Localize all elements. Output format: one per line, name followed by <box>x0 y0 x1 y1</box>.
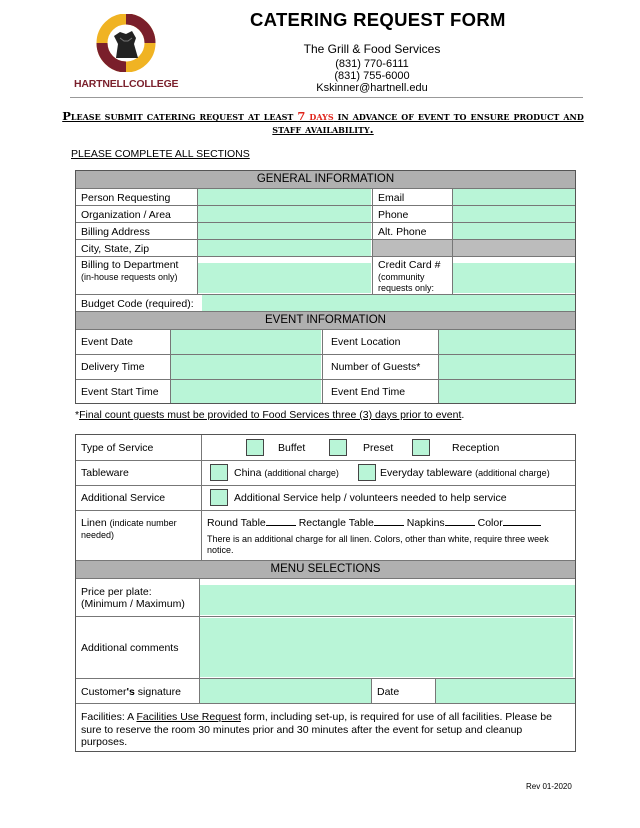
start-time-label: Event Start Time <box>81 386 159 398</box>
everyday-label: Everyday tableware (additional charge) <box>380 467 550 479</box>
signature-field[interactable] <box>200 679 371 703</box>
preset-label: Preset <box>363 442 394 454</box>
service-type-label: Type of Service <box>81 442 154 454</box>
buffet-label: Buffet <box>278 442 306 454</box>
credit-card-field[interactable] <box>453 263 575 293</box>
service-menu-table <box>75 434 576 752</box>
delivery-time-field[interactable] <box>171 355 321 379</box>
phone-2: (831) 755-6000 <box>334 70 410 82</box>
round-table-blank[interactable] <box>266 525 296 526</box>
napkins-blank[interactable] <box>445 525 475 526</box>
tableware-label: Tableware <box>81 467 129 479</box>
person-label: Person Requesting <box>81 192 171 204</box>
end-time-field[interactable] <box>439 380 575 403</box>
phone-1: (831) 770-6111 <box>335 58 409 70</box>
additional-service-label: Additional Service <box>81 492 166 504</box>
city-field[interactable] <box>198 240 371 256</box>
person-field[interactable] <box>198 189 371 205</box>
price-note: (Minimum / Maximum) <box>81 598 185 610</box>
facilities-use-request-link: Facilities Use Request <box>136 711 241 723</box>
china-checkbox[interactable] <box>210 464 228 481</box>
credit-card-note-2: requests only: <box>378 283 435 293</box>
alt-phone-label: Alt. Phone <box>378 226 427 238</box>
price-field[interactable] <box>200 585 575 615</box>
credit-card-label: Credit Card # <box>378 259 441 271</box>
menu-selections-header: MENU SELECTIONS <box>76 561 575 578</box>
budget-code-label: Budget Code (required): <box>81 298 194 310</box>
delivery-time-label: Delivery Time <box>81 361 145 373</box>
billing-dept-note: (in-house requests only) <box>81 272 178 282</box>
additional-service-text: Additional Service help / volunteers needed to help service <box>234 492 507 504</box>
city-label: City, State, Zip <box>81 243 150 255</box>
revision-label: Rev 01-2020 <box>526 782 572 791</box>
email-label: Email <box>378 192 405 204</box>
contact-email: Kskinner@hartnell.edu <box>316 82 428 94</box>
reception-checkbox[interactable] <box>412 439 430 456</box>
linen-label: Linen (indicate number needed) <box>81 517 177 540</box>
date-label: Date <box>377 686 400 698</box>
event-date-field[interactable] <box>171 330 321 354</box>
start-time-field[interactable] <box>171 380 321 403</box>
billing-address-field[interactable] <box>198 223 371 239</box>
event-date-label: Event Date <box>81 336 133 348</box>
organization-label: Organization / Area <box>81 209 171 221</box>
color-blank[interactable] <box>503 525 541 526</box>
comments-field[interactable] <box>200 618 573 677</box>
advance-notice: Please submit catering request at least 7 days in advance of event to ensure product and staff availability. <box>62 109 584 136</box>
general-event-table <box>75 170 576 404</box>
reception-label: Reception <box>452 442 500 454</box>
linen-footnote: There is an additional charge for all linen. Colors, other than white, require three week notice. <box>207 534 549 555</box>
credit-card-note-1: (community <box>378 272 425 282</box>
event-location-label: Event Location <box>331 336 401 348</box>
guest-count-note: *Final count guests must be provided to Food Services three (3) days prior to event. <box>75 409 465 421</box>
preset-checkbox[interactable] <box>329 439 347 456</box>
header-divider <box>70 97 583 98</box>
everyday-checkbox[interactable] <box>358 464 376 481</box>
rectangle-table-blank[interactable] <box>374 525 404 526</box>
buffet-checkbox[interactable] <box>246 439 264 456</box>
blank-gray-cell <box>373 240 575 256</box>
org-name: The Grill & Food Services <box>303 42 441 56</box>
college-wordmark: HARTNELLCOLLEGE <box>74 78 179 90</box>
guests-field[interactable] <box>439 355 575 379</box>
general-info-header: GENERAL INFORMATION <box>76 171 575 188</box>
end-time-label: Event End Time <box>331 386 406 398</box>
complete-all-notice: PLEASE COMPLETE ALL SECTIONS <box>71 148 250 160</box>
seven-days: 7 days <box>297 109 334 123</box>
hartnell-panther-logo <box>90 14 162 72</box>
alt-phone-field[interactable] <box>453 223 575 239</box>
form-title: CATERING REQUEST FORM <box>250 9 506 30</box>
facilities-note: Facilities: A Facilities Use Request form, including set-up, is required for use of all facilities. Please be sure to reserve the room 30 minutes prior and 30 minutes after the event for setup and cleanup purposes. <box>81 711 552 748</box>
price-label: Price per plate: <box>81 586 152 598</box>
phone-label: Phone <box>378 209 409 221</box>
budget-code-field[interactable] <box>202 295 575 311</box>
phone-field[interactable] <box>453 206 575 222</box>
email-field[interactable] <box>453 189 575 205</box>
date-field[interactable] <box>436 679 575 703</box>
event-location-field[interactable] <box>439 330 575 354</box>
billing-dept-field[interactable] <box>198 263 371 293</box>
organization-field[interactable] <box>198 206 371 222</box>
additional-service-checkbox[interactable] <box>210 489 228 506</box>
guests-label: Number of Guests* <box>331 361 421 373</box>
billing-dept-label: Billing to Department <box>81 259 179 271</box>
linen-fields: Round Table Rectangle Table Napkins Color <box>207 517 541 529</box>
event-info-header: EVENT INFORMATION <box>76 312 575 329</box>
china-label: China (additional charge) <box>234 467 339 479</box>
comments-label: Additional comments <box>81 642 179 654</box>
signature-label: Customer's signature <box>81 686 181 698</box>
billing-address-label: Billing Address <box>81 226 150 238</box>
